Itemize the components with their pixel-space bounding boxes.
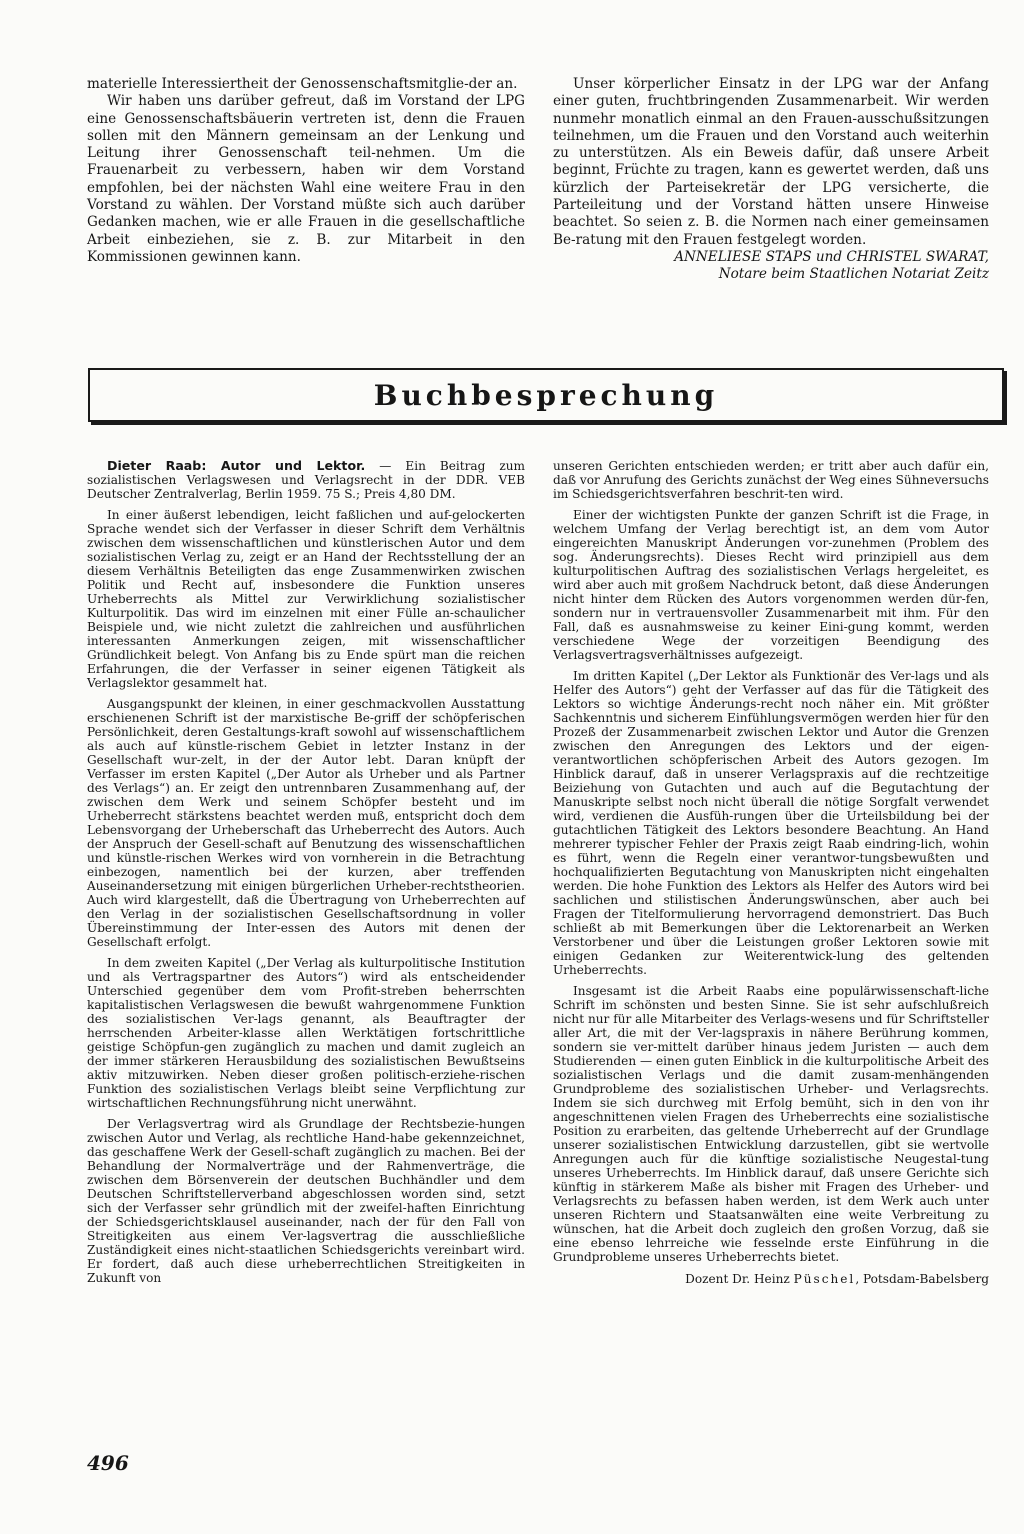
reviewer-place: , Potsdam-Babelsberg	[855, 1272, 989, 1286]
review-left-column	[87, 459, 525, 1285]
top-right-column	[553, 76, 989, 284]
section-heading-box	[88, 368, 1004, 422]
paragraph: materielle Interessiertheit der Genossenschaftsmitglie-der an.	[87, 76, 518, 92]
book-title: Dieter Raab: Autor und Lektor.	[107, 458, 366, 473]
reviewer-signature	[553, 1272, 989, 1286]
signature-names: ANNELIESE STAPS und CHRISTEL SWARAT,	[674, 248, 989, 265]
reviewer-prefix: Dozent Dr. Heinz	[685, 1272, 794, 1286]
paragraph: Insgesamt ist die Arbeit Raabs eine populärwissenschaft-liche Schrift im schönsten und besten Sinne. Sie ist sehr aufschlußreich nicht nur für alle Mitarbeiter des Verlags-wesens und für Schriftsteller aller Art, die mit der Ver-lagspraxis in nähere Berührung kommen, sondern sie ver-mittelt darüber hinaus jedem Juristen — auch dem Studierenden — einen guten Einblick in die kulturpolitische Arbeit des sozialistischen Verlags und die damit zusam-menhängenden Grundprobleme des sozialistischen Urheber- und Verlagsrechts. Indem sie sich durchweg mit Erfolg bemüht, sich in den von ihr angeschnittenen vielen Fragen des Urheberrechts eine sozialistische Position zu erarbeiten, das geltende Urheberrecht auf der Grundlage unserer sozialistischen Entwicklung darzustellen, gibt sie wertvolle Anregungen auch für die künftige sozialistische Neugestal-tung unseres Urheberrechts. Im Hinblick darauf, daß unsere Gerichte sich künftig in stärkerem Maße als bisher mit Fragen des Urheber- und Verlagsrechts zu befassen haben werden, ist dem Werk auch unter unseren Richtern und Staatsanwälten eine weite Verbreitung zu wünschen, hat die Arbeit doch zugleich den großen Vorzug, daß sie eine ebenso lehrreiche wie fesselnde erste Einführung in die Grundprobleme unseres Urheberrechts bietet.	[553, 984, 989, 1264]
page-number: 496	[87, 1451, 129, 1475]
top-left-column	[87, 76, 525, 266]
paragraph: unseren Gerichten entschieden werden; er tritt aber auch dafür ein, daß vor Anrufung des Gerichts zunächst der Weg eines Sühneversuchs im Schiedsgerichtsverfahren beschrit-ten wird.	[553, 459, 989, 501]
reviewer-name: Püschel	[793, 1272, 856, 1286]
review-right-column	[553, 459, 989, 1286]
paragraph: In einer äußerst lebendigen, leicht faßlichen und auf-gelockerten Sprache wendet sich der Verfasser in dieser Schrift dem Verhältnis zwischen dem wissenschaftlichen und künstlerischen Autor und dem sozialistischen Verlag zu, zeigt er an Hand der Rechtsstellung der an diesem Verhältnis Beteiligten das enge Zusammenwirken zwischen Politik und Recht auf, insbesondere die Funktion unseres Urheberrechts als Mittel zur Verwirklichung sozialistischer Kulturpolitik. Das wird im einzelnen mit einer Fülle an-schaulicher Beispiele und, wie nicht zuletzt die zahlreichen und ausführlichen interessanten Anmerkungen zeigen, mit wissenschaftlicher Gründlichkeit belegt. Von Anfang bis zu Ende spürt man die reichen Erfahrungen, die der Verfasser in seiner eigenen Tätigkeit als Verlagslektor gesammelt hat.	[87, 508, 525, 690]
signature-title: Notare beim Staatlichen Notariat Zeitz	[718, 266, 989, 283]
paragraph: Einer der wichtigsten Punkte der ganzen Schrift ist die Frage, in welchem Umfang der Verlag berechtigt ist, an dem vom Autor eingereichten Manuskript Änderungen vor-zunehmen (Problem des sog. Änderungsrechts). Dieses Recht wird prinzipiell aus dem kulturpolitischen Auftrag des sozialistischen Verlags hergeleitet, es wird aber auch mit großem Nachdruck betont, daß diese Änderungen nicht hinter dem Rücken des Autors vorgenommen werden dür-fen, sondern nur in vertrauensvoller Zusammenarbeit mit ihm. Für den Fall, daß es ausnahmsweise zu keiner Eini-gung kommt, werden verschiedene Wege der vorzeitigen Beendigung des Verlagsvertragsverhältnisses aufgezeigt.	[553, 508, 989, 662]
book-details: — Ein Beitrag zum sozialistischen Verlagswesen und Verlagsrecht in der DDR. VEB Deutscher Zentralverlag, Berlin 1959. 75 S.; Preis 4,80 DM.	[87, 459, 525, 501]
paragraph: Ausgangspunkt der kleinen, in einer geschmackvollen Ausstattung erschienenen Schrift ist der marxistische Be-griff der schöpferischen Persönlichkeit, deren Gestaltungs-kraft sowohl auf wissenschaftlichem als auch auf künstle-rischem Gebiet in letzter Instanz in der Gesellschaft wur-zelt, in der der Autor lebt. Daran knüpft der Verfasser im ersten Kapitel („Der Autor als Urheber und als Partner des Verlags“) an. Er zeigt den untrennbaren Zusammenhang auf, der zwischen dem Werk und seinem Schöpfer besteht und im Urheberrecht stärkstens beachtet werden muß, entspricht doch dem Lebensvorgang der Urheberschaft das Urheberrecht des Autors. Auch der Anspruch der Gesell-schaft auf Benutzung des wissenschaftlichen und künstle-rischen Werkes wird von vornherein in die Betrachtung einbezogen, namentlich bei der kurzen, aber treffenden Auseinandersetzung mit einigen bürgerlichen Urheber-rechtstheorien. Auch wird klargestellt, daß die Übertragung von Urheberrechten auf den Verlag in der sozialistischen Gesellschaftsordnung in voller Übereinstimmung der Inter-essen des Autors mit denen der Gesellschaft erfolgt.	[87, 697, 525, 949]
paragraph: Der Verlagsvertrag wird als Grundlage der Rechtsbezie-hungen zwischen Autor und Verlag, als rechtliche Hand-habe gekennzeichnet, das geschaffene Werk der Gesell-schaft zugänglich zu machen. Bei der Behandlung der Normalverträge und der Rahmenverträge, die zwischen dem Börsenverein der deutschen Buchhändler und dem Deutschen Schriftstellerverband abgeschlossen worden sind, setzt sich der Verfasser sehr gründlich mit der zweifel-haften Einrichtung der Schiedsgerichtsklausel auseinander, nach der für den Fall von Streitigkeiten aus einem Ver-lagsvertrag die ausschließliche Zuständigkeit eines nicht-staatlichen Schiedsgerichts vereinbart wird. Er fordert, daß auch diese urheberrechtlichen Streitigkeiten in Zukunft von	[87, 1117, 525, 1285]
book-citation	[87, 459, 525, 501]
paragraph: In dem zweiten Kapitel („Der Verlag als kulturpolitische Institution und als Vertragspartner des Autors“) wird als entscheidender Unterschied gegenüber dem vom Profit-streben beherrschten kapitalistischen Verlagswesen die bewußt wahrgenommene Funktion des sozialistischen Ver-lags genannt, als Beauftragter der herrschenden Arbeiter-klasse allen Werktätigen fortschrittliche geistige Schöpfun-gen zugänglich zu machen und damit zugleich an der immer stärkeren Herausbildung des sozialistischen Bewußtseins aktiv mitzuwirken. Neben dieser großen politisch-erziehe-rischen Funktion des sozialistischen Verlags bleibt seine Verpflichtung zur wirtschaftlichen Rechnungsführung nicht unerwähnt.	[87, 956, 525, 1110]
paragraph: Unser körperlicher Einsatz in der LPG war der Anfang einer guten, fruchtbringenden Zusammenarbeit. Wir werden nunmehr monatlich einmal an den Frauen-ausschußsitzungen teilnehmen, um die Frauen und den Vorstand auch weiterhin zu unterstützen. Als ein Beweis dafür, daß unsere Arbeit beginnt, Früchte zu tragen, kann es gewertet werden, daß uns kürzlich der Parteisekretär der LPG versicherte, die Parteileitung und der Vorstand hätten unsere Hinweise beachtet. So seien z. B. die Normen nach einer gemeinsamen Be-ratung mit den Frauen festgelegt worden.	[553, 76, 989, 248]
section-heading: Buchbesprechung	[373, 378, 719, 412]
paragraph: Im dritten Kapitel („Der Lektor als Funktionär des Ver-lags und als Helfer des Autors“) geht der Verfasser auf das für die Tätigkeit des Lektors so wichtige Änderungs-recht noch näher ein. Mit größter Sachkenntnis und sicherem Einfühlungsvermögen werden hier für den Prozeß der Zusammenarbeit zwischen Lektor und Autor die Grenzen zwischen den Anregungen des Lektors und der eigen-verantwortlichen schöpferischen Arbeit des Autors gezogen. Im Hinblick darauf, daß in unserer Verlagspraxis auf die rechtzeitige Beiziehung von Gutachten und auch auf die Begutachtung der Manuskripte selbst noch nicht überall die nötige Sorgfalt verwendet wird, verdienen die Ausfüh-rungen über die Urteilsbildung bei der gutachtlichen Tätigkeit des Lektors besondere Beachtung. An Hand mehrerer typischer Fehler der Praxis zeigt Raab eindring-lich, wohin es führt, wenn die Regeln einer verantwor-tungsbewußten und hochqualifizierten Begutachtung von Manuskripten nicht eingehalten werden. Die hohe Funktion des Lektors als Helfer des Autors wird bei sachlichen und stilistischen Änderungswünschen, aber auch bei Fragen der Titelformulierung hervorragend demonstriert. Das Buch schließt ab mit Bemerkungen über die Lektorenarbeit an Werken Verstorbener und über die Leistungen großer Lektoren sowie mit einigen Gedanken zur Weiterentwick-lung des geltenden Urheberrechts.	[553, 669, 989, 977]
paragraph: Wir haben uns darüber gefreut, daß im Vorstand der LPG eine Genossenschaftsbäuerin vertreten ist, denn die Frauen sollen mit den Männern gemeinsam an der Lenkung und Leitung ihrer Genossenschaft teil-nehmen. Um die Frauenarbeit zu verbessern, haben wir dem Vorstand empfohlen, bei der nächsten Wahl eine weitere Frau in den Vorstand zu wählen. Der Vorstand müßte sich auch darüber Gedanken machen, wie er alle Frauen in die gesellschaftliche Arbeit einbeziehen, sie z. B. zur Mitarbeit in den Kommissionen gewinnen kann.	[87, 93, 525, 265]
